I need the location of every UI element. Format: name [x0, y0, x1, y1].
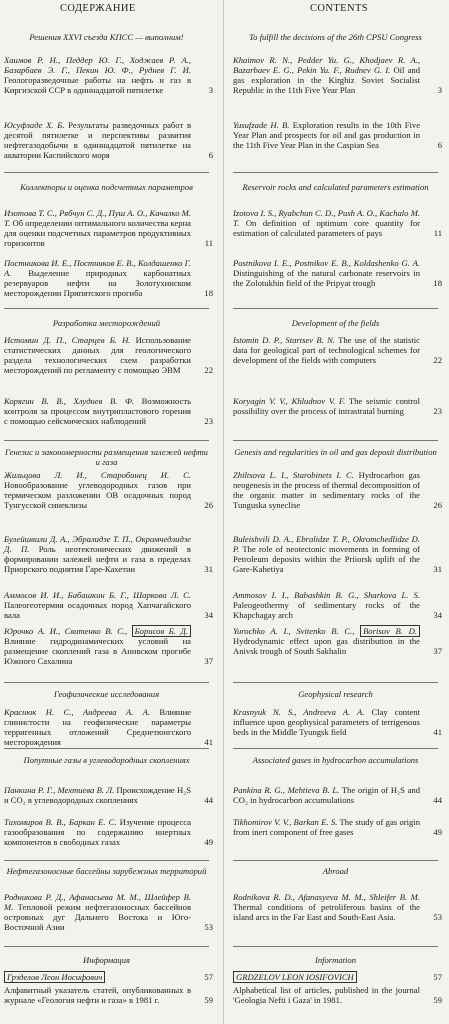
entry-text: Pankina R. G., Mehtieva B. L. The origin of H₂S and CO₂ in hydrocarbon accumulations [233, 785, 420, 805]
page-number: 18 [433, 278, 442, 288]
toc-entry[interactable] [4, 258, 213, 298]
entry-authors: Хаимов Р. Н., Педдер Ю. Г., Ходжаев Р. А., Базарбаев Э. Г., Пекин Ю. Ф., Руднев Г. И. [4, 55, 191, 75]
entry-text: Краснюк Н. С., Андреева А. А. Влияние глинистости на геофизические параметры терригенных отложений Среднетюнгского месторождения [4, 707, 191, 747]
toc-entry[interactable] [233, 892, 442, 922]
toc-entry[interactable] [233, 208, 442, 238]
section-divider [233, 440, 438, 441]
entry-authors: Zhiltsova L. I., Starobinets I. C. [233, 470, 354, 480]
toc-entry[interactable] [233, 470, 442, 510]
page-number: 34 [433, 610, 442, 620]
page-number: 37 [204, 656, 213, 666]
page-number: 6 [437, 140, 442, 150]
entry-text: Булейшвили Д. А., Эбралидзе Т. П., Окромчедлидзе Д. П. Роль неотектонических движений в формировании залежей нефти и газа в пределах Приорского поднятия Гаре-Кахетии [4, 534, 191, 574]
page-number: 53 [433, 912, 442, 922]
english-column [233, 0, 448, 1024]
section-divider [4, 946, 209, 947]
page-number: 53 [204, 922, 213, 932]
entry-authors: Ammosov I. I., Babashkin B. G., Sharkova L. S. [233, 590, 420, 600]
entry-authors: Pankina R. G., Mehtieva B. L. [233, 785, 340, 795]
toc-entry[interactable] [4, 396, 213, 426]
entry-text: Ammosov I. I., Babashkin B. G., Sharkova L. S. Paleogeothermy of sedimentary rocks of the Khapchagay arch [233, 590, 420, 620]
toc-entry[interactable] [233, 55, 442, 95]
section-heading: Генезис и закономерности размещения залежей нефти и газа [5, 447, 208, 467]
page-number: 3 [437, 85, 442, 95]
entry-authors: Krasnyuk N. S., Andreeva A. A. [233, 707, 365, 717]
entry-authors: Юрочко А. И., Свитенко В. С., [4, 626, 132, 636]
section-heading: Попутные газы в углеводородных скоплениях [23, 755, 190, 765]
section-heading: Abroad [322, 866, 349, 876]
toc-entry[interactable] [233, 707, 442, 737]
section-heading: Разработка месторождений [52, 318, 161, 328]
entry-authors: Истомин Д. П., Старцев Б. Н. [4, 335, 131, 345]
page-number: 59 [433, 995, 442, 1005]
page-number: 41 [433, 727, 442, 737]
boxed-name: Борисов Б. Д. [132, 625, 191, 637]
entry-authors: Постникова И. Е., Постников Е. В., Колдашенко Г. А. [4, 258, 191, 278]
boxed-name: Borisov B. D. [360, 625, 420, 637]
toc-entry[interactable] [4, 707, 213, 747]
section-divider [233, 946, 438, 947]
toc-entry[interactable] [4, 785, 213, 805]
toc-entry[interactable] [4, 892, 213, 932]
entry-authors: Родникова Р. Д., Афанасьева М. М., Шлейфер В. М. [4, 892, 191, 912]
toc-entry[interactable] [233, 590, 442, 620]
toc-entry[interactable] [233, 258, 442, 288]
page-number: 57 [433, 972, 442, 982]
entry-authors: Аммосов И. И., Бабашкин Б. Г., Шаркова Л. С. [4, 590, 191, 600]
entry-authors: Изотова Т. С., Рябчун С. Д., Пуш А. О., Качалко М. Т. [4, 208, 191, 228]
section-divider [233, 172, 438, 173]
page-number: 23 [433, 406, 442, 416]
entry-text: Istomin D. P., Startsev B. N. The use of the statistic data for geological part of technological schemes for development of the fields with computers [233, 335, 420, 365]
page-number: 49 [433, 827, 442, 837]
section-divider [233, 682, 438, 683]
toc-entry[interactable] [4, 985, 213, 1005]
entry-authors: Тихомиров В. В., Баркан Е. С. [4, 817, 117, 827]
section-divider [4, 172, 209, 173]
entry-authors: Khaimov R. N., Pedder Yu. G., Khodjaev R. A., Bazarbaev E. G., Pekin Yu. F., Rudnev G. I. [233, 55, 420, 75]
entry-authors: Tikhomirov V. V., Barkan E. S. [233, 817, 338, 827]
entry-text: Buleishvili D. A., Ebralidze T. P., Okromchedlidze D. P. The role of neotectonic movements in forming of Petroleum deposits within the Priiorsk uplift of the Gare-Kahetiya [233, 534, 420, 574]
entry-text: Koryagin V. V., Khludnov V. F. The seismic control possibility over the process of intrastratal burning [233, 396, 420, 416]
page-number: 34 [204, 610, 213, 620]
entry-authors: Yusufzade H. B. [233, 120, 290, 130]
toc-entry[interactable] [233, 817, 442, 837]
column-divider [223, 0, 224, 1024]
page-number: 22 [433, 355, 442, 365]
entry-text: Postnikova I. E., Postnikov E. B., Koldashenko G. A. Distinguishing of the natural carbonate reservoirs in the Zolotukhin field of the Pripyat trough [233, 258, 420, 288]
russian-column [4, 0, 219, 1024]
entry-authors: Краснюк Н. С., Андреева А. А. [4, 707, 151, 717]
page-number: 26 [204, 500, 213, 510]
toc-entry[interactable] [233, 626, 442, 656]
toc-entry[interactable] [4, 208, 213, 248]
entry-text: Панкина Р. Г., Мехтиева В. Л. Происхождение H₂S и CO₂ в углеводородных скоплениях [4, 785, 191, 805]
section-divider [233, 748, 438, 749]
entry-authors: Булейшвили Д. А., Эбралидзе Т. П., Окромчедлидзе Д. П. [4, 534, 191, 554]
section-heading: Информация [83, 955, 130, 965]
entry-text: Izotova I. S., Ryabchun C. D., Push A. O., Kachalo M. T. On definition of optimum core quantity for estimation of calculated parameters of pays [233, 208, 420, 238]
section-heading: Reservoir rocks and calculated parameters estimation [242, 182, 429, 192]
page-number: 22 [204, 365, 213, 375]
section-heading: Решения XXVI съезда КПСС — выполним! [29, 32, 184, 42]
toc-entry[interactable] [233, 396, 442, 416]
entry-authors: Yurochko A. I., Svitenko B. C., [233, 626, 361, 636]
entry-text: Тихомиров В. В., Баркан Е. С. Изучение процесса газообразования по содержанию инертных компонентов в свободных газах [4, 817, 191, 847]
toc-entry[interactable] [233, 120, 442, 150]
entry-text: Rodnikova R. D., Afanasyeva M. M., Shleifer B. M. Thermal conditions of petroliferous basins of the island arcs in the Far East and South-East Asia. [233, 892, 420, 922]
section-divider [4, 308, 209, 309]
page-number: 26 [433, 500, 442, 510]
entry-text [233, 972, 438, 982]
entry-text: Khaimov R. N., Pedder Yu. G., Khodjaev R. A., Bazarbaev E. G., Pekin Yu. F., Rudnev G. I. Oil and gas exploration in the Kirghiz Soviet Socialist Republic in the 11th Five Year Plan [233, 55, 420, 95]
page-number: 3 [208, 85, 213, 95]
toc-entry[interactable] [233, 534, 442, 574]
page-number: 23 [204, 416, 213, 426]
entry-text: Yusufzade H. B. Exploration results in the 10th Five Year Plan and prospects for oil and gas production in the 11th Five Year Plan in the Caspian Sea [233, 120, 421, 150]
entry-text: Жильцова Л. И., Старобинец И. С. Новообразование углеводородных газов при термическом разложении ОВ осадочных пород Тунгусской синеклизы [4, 470, 191, 510]
entry-authors: Istomin D. P., Startsev B. N. [233, 335, 335, 345]
page-number: 18 [204, 288, 213, 298]
section-divider [233, 308, 438, 309]
entry-text [4, 972, 209, 982]
section-divider [233, 860, 438, 861]
entry-text: Zhiltsova L. I., Starobinets I. C. Hydrocarbon gas neogenesis in the process of thermal decomposition of the organic matter in sedimentary rocks of the Tunguska syneclise [233, 470, 421, 510]
entry-text: Хаимов Р. Н., Педдер Ю. Г., Ходжаев Р. А., Базарбаев Э. Г., Пекин Ю. Ф., Руднев Г. И. Геологоразведочные работы на нефть и газ в Киргизской ССР в одиннадцатой пятилетке [4, 55, 191, 95]
entry-authors: Юсуфзаде Х. Б. [4, 120, 65, 130]
entry-authors: Панкина Р. Г., Мехтиева В. Л. [4, 785, 115, 795]
section-heading: Genesis and regularities in oil and gas deposit distribution [234, 447, 437, 457]
section-heading: Коллекторы и оценка подсчетных параметров [20, 182, 193, 192]
entry-authors: Postnikova I. E., Postnikov E. B., Koldashenko G. A. [233, 258, 420, 268]
entry-text: Истомин Д. П., Старцев Б. Н. Использование статистических данных для геологического раздела технологических схем разработки месторождений по регламенту с помощью ЭВМ [4, 335, 191, 375]
entry-text: Родникова Р. Д., Афанасьева М. М., Шлейфер В. М. Тепловой режим нефтегазоносных бассейнов островных дуг Дальнего Востока и Юго-Восточной Азии [4, 892, 191, 932]
entry-authors: Buleishvili D. A., Ebralidze T. P., Okromchedlidze D. P. [233, 534, 420, 554]
section-divider [4, 682, 209, 683]
section-heading: Геофизические исследования [53, 689, 160, 699]
entry-text: Корягин В. В., Хлуднев В. Ф. Возможность контроля за процессом внутрипластового горения с помощью сейсмических наблюдений [4, 396, 191, 426]
page-number: 44 [204, 795, 213, 805]
page-number: 44 [433, 795, 442, 805]
entry-authors: Rodnikova R. D., Afanasyeva M. M., Shleifer B. M. [233, 892, 420, 902]
entry-text: Алфавитный указатель статей, опубликованных в журнале «Геология нефти и газа» в 1981 г. [4, 985, 191, 1005]
section-heading: Associated gases in hydrocarbon accumulations [252, 755, 419, 765]
toc-entry[interactable] [4, 972, 213, 982]
entry-text: Постникова И. Е., Постников Е. В., Колдашенко Г. А. Выделение природных карбонатных резервуаров нефти на Золотухинском месторождении Припятского прогиба [4, 258, 191, 298]
toc-entry[interactable] [233, 972, 442, 982]
entry-authors: Koryagin V. V., Khludnov V. F. [233, 396, 346, 406]
entry-authors: Жильцова Л. И., Старобинец И. С. [4, 470, 191, 480]
page-number: 11 [204, 238, 213, 248]
section-heading: To fulfill the decisions of the 26th CPSU Congress [249, 32, 422, 42]
page-number: 37 [433, 646, 442, 656]
page-number: 11 [433, 228, 442, 238]
section-heading: Development of the fields [291, 318, 380, 328]
toc-entry[interactable] [4, 120, 213, 160]
page-number: 57 [204, 972, 213, 982]
toc-entry[interactable] [4, 626, 213, 666]
toc-entry[interactable] [4, 335, 213, 375]
entry-text: Изотова Т. С., Рябчун С. Д., Пуш А. О., Качалко М. Т. Об определении оптимального количества керна для оценки подсчетных параметров продуктивных горизонтов [4, 208, 191, 248]
contents-title-en: CONTENTS [310, 3, 369, 14]
page-number: 31 [433, 564, 442, 574]
entry-authors: Корягин В. В., Хлуднев В. Ф. [4, 396, 135, 406]
entry-authors: Izotova I. S., Ryabchun C. D., Push A. O., Kachalo M. T. [233, 208, 420, 228]
boxed-name: GRDZELOV LEON IOSIFOVICH [233, 971, 357, 983]
section-heading: Нефтегазоносные бассейны зарубежных территорий [6, 866, 207, 876]
entry-text: Юрочко А. И., Свитенко В. С., Борисов Б. Д. Влияние гидродинамических условий на размещение скоплений газа в Анивском прогибе Южного Сахалина [4, 626, 191, 666]
contents-title-ru: СОДЕРЖАНИЕ [60, 3, 136, 14]
toc-entry[interactable] [4, 470, 213, 510]
page-number: 31 [204, 564, 213, 574]
toc-entry[interactable] [233, 985, 442, 1005]
entry-text: Юсуфзаде Х. Б. Результаты разведочных работ в десятой пятилетке и перспективы развития нефтегазодобычи в одиннадцатой пятилетке на акватории Каспийского моря [4, 120, 191, 160]
entry-text: Krasnyuk N. S., Andreeva A. A. Clay content influence upon geophysical parameters of terrigenous beds in the Middle Tyungsk field [233, 707, 420, 737]
section-heading: Information [314, 955, 357, 965]
entry-text: Tikhomirov V. V., Barkan E. S. The study of gas origin from inert component of free gases [233, 817, 420, 837]
page-number: 6 [208, 150, 213, 160]
toc-entry[interactable] [4, 817, 213, 847]
page-number: 49 [204, 837, 213, 847]
page-number: 41 [204, 737, 213, 747]
section-divider [4, 860, 209, 861]
section-heading: Geophysical research [298, 689, 373, 699]
section-divider [4, 440, 209, 441]
page-number: 59 [204, 995, 213, 1005]
boxed-name: Грзделов Леон Иосифович [4, 971, 105, 983]
entry-text: Yurochko A. I., Svitenko B. C., Borisov B. D. Hydrodynamic effect upon gas distribution in the Anivsk trough of South Sakhalin [233, 626, 420, 656]
toc-entry[interactable] [4, 534, 213, 574]
toc-entry[interactable] [4, 55, 213, 95]
entry-text: Аммосов И. И., Бабашкин Б. Г., Шаркова Л. С. Палеогеотермия осадочных пород Хапчагайского вала [4, 590, 191, 620]
entry-text: Alphabetical list of articles, published in the journal 'Geologia Nefti i Gaza' in 1981. [233, 985, 420, 1005]
toc-entry[interactable] [233, 335, 442, 365]
toc-entry[interactable] [4, 590, 213, 620]
toc-entry[interactable] [233, 785, 442, 805]
section-divider [4, 748, 209, 749]
